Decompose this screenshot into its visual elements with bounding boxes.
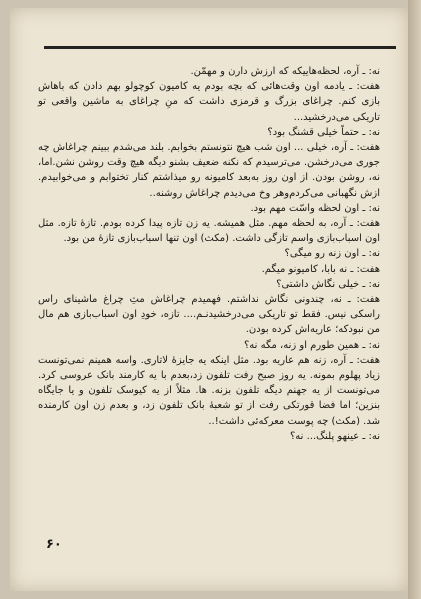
dialogue-line: هفت: ـ آره، خیلی ... اون شب هیچ نتونستم بخوابم. بلند می‌شدم ببینم چراغاش چه جوری می‌درخشن. می‌ترسیدم که نکنه ضعیف بشنو دیگه هیچ وقت روشن نشن.اما، نه، روشن بودن. از اون روز به‌بعد کامیونه رو میذاشتم کنار تختوابم و می‌خوابیدم. ازش نگهبانی می‌کردم‌وهر وخ می‌دیدم چراغاش روشنه.. <box>38 142 380 199</box>
dialogue-line: هفت: ـ نه، چندونی نگاش نداشتم. فهمیدم چراغاش مثِ چراغ ماشینای راس راسکی نیس. فقط تو تاریکی می‌درخشیدنـم.... تازه، خودِ اون اسباب‌بازی هم مال من نبودکه؛ عاریه‌اش کرده بودن. <box>38 294 380 336</box>
page-number: ۶۰ <box>46 537 62 552</box>
dialogue-line: نه: ـ همین طورم او زنه، مگه نه؟ <box>243 339 380 351</box>
page-edge <box>408 0 421 599</box>
dialogue-line: نه: ـ اون زنه رو میگی؟ <box>284 248 380 260</box>
dialogue-line: نه: ـ حتماً خیلی قشنگ بود؟ <box>267 126 380 138</box>
dialogue-line: نه: ـ عینهو پلنگ... نه؟ <box>290 430 380 442</box>
header-rule <box>44 46 396 49</box>
dialogue-line: هفت: ـ آره، به لحظه مهم. مثل همیشه. یه زن تازه پیدا کرده بودم. تازهٔ تازه. مثل اون اسباب‌بازی واسم تازگی داشت. (مکث) اون تنها اسباب‌بازی تازهٔ من بود. <box>38 218 380 245</box>
page-text <box>38 64 380 444</box>
dialogue-line: نه: ـ خیلی نگاش داشتی؟ <box>276 278 380 290</box>
dialogue-line: هفت: ـ نه بابا، کامیونو میگم. <box>261 263 380 275</box>
dialogue-line: نه: ـ آره، لحظه‌هاییکه که ارزش دارن و مهمّن. <box>190 66 380 77</box>
dialogue-line: نه: ـ اون لحظه واسّت مهم بود. <box>250 202 380 214</box>
dialogue-line: هفت: ـ آره، زنه هم عاریه بود. مثل اینکه یه جایزهٔ لاتاری. واسه همینم نمی‌تونست زیاد پهلوم بمونه. یه روز صبح رفت تلفون زد،بعدم با یه کارمند بانک عروسی کرد. می‌تونست از یه جهنم دیگه تلفون بزنه. ها. مثلاً از یه کیوسک تلفون و یا جایگاه بنزین؛ اما فضا قورتکی رفت از تو شعبهٔ بانک تلفون زد، و بعدم زن اون کارمنده شد. (مکث) چه پوست معرکه‌ئی داشت!.. <box>38 354 380 427</box>
dialogue-line: هفت: ـ یادمه اون وقت‌هائی که بچه بودم یه کامیون کوچولو بهم دادن که باهاش بازی کنم. چراغای بزرگ و قرمزی داشت که منِ چراغای به ماشین واقعی تو تاریکی می‌درخشید... <box>38 81 380 123</box>
